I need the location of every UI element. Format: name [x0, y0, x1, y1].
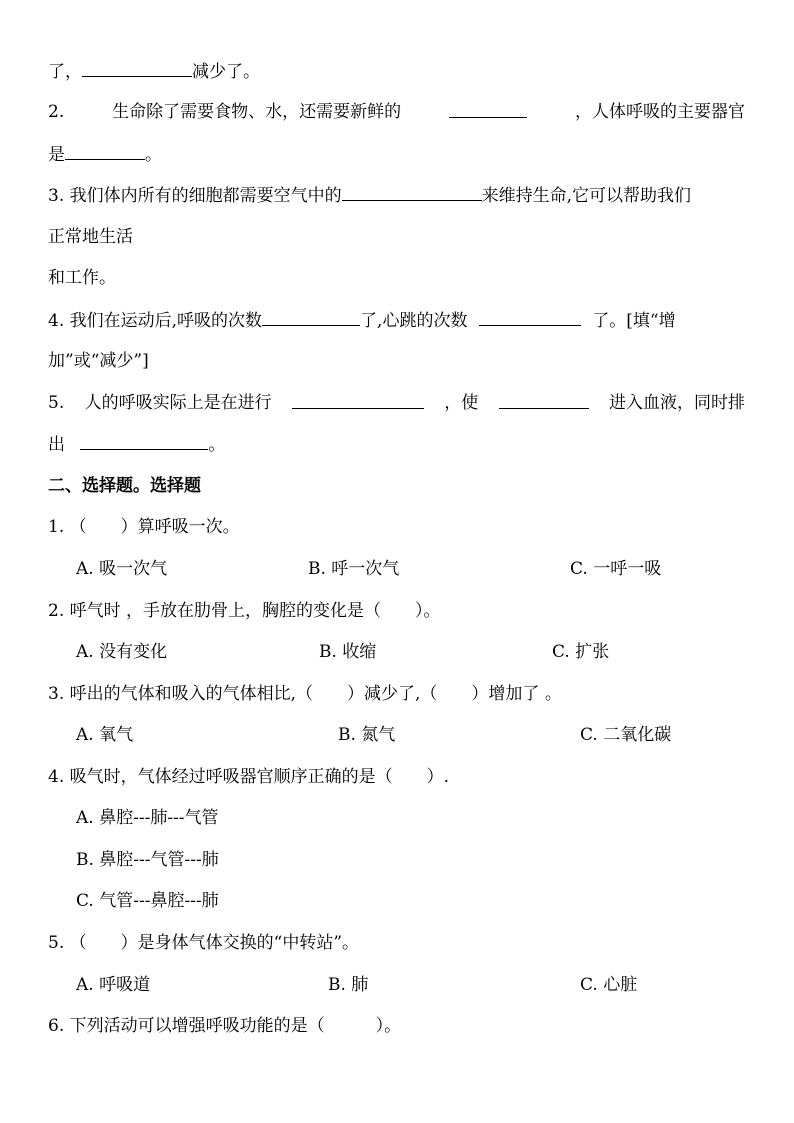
choice-q3-option-c[interactable]: C. 二氧化碳 [580, 725, 672, 745]
question-number: 4. [48, 311, 65, 331]
choice-q1-stem: 1. （ ）算呼吸一次。 [48, 517, 240, 537]
choice-q1-option-a[interactable]: A. 吸一次气 [76, 559, 168, 579]
fill-q2-line1 [48, 101, 745, 123]
text: 我们体内所有的细胞都需要空气中的 [69, 186, 342, 206]
answer-blank[interactable] [262, 309, 360, 326]
text: 。 [145, 145, 162, 165]
text: 生命除了需要食物、水，还需要新鲜的 [112, 102, 402, 122]
text: 了。[填“增 [592, 311, 676, 331]
text: 。 [208, 435, 226, 455]
choice-q5-option-b[interactable]: B. 肺 [328, 975, 369, 995]
fill-q4-line2 [48, 350, 149, 372]
text: 出 [48, 435, 65, 455]
text: 进入血液，同时排 [608, 393, 745, 413]
text: ，人体呼吸的主要器官 [575, 102, 745, 122]
choice-q6-stem: 6. 下列活动可以增强呼吸功能的是（ ）。 [48, 1016, 402, 1036]
fill-q3-line2 [48, 226, 133, 248]
question-number: 5. [48, 393, 65, 413]
section-title: 二、选择题。选择题 [48, 476, 201, 496]
answer-blank[interactable] [80, 433, 208, 450]
choice-q2-option-b[interactable]: B. 收缩 [319, 642, 377, 662]
answer-blank[interactable] [499, 392, 589, 409]
text: 我们在运动后,呼吸的次数 [69, 311, 263, 331]
choice-q4-stem: 4. 吸气时，气体经过呼吸器官顺序正确的是（ ）. [48, 767, 450, 787]
choice-q1-option-c[interactable]: C. 一呼一吸 [570, 559, 662, 579]
text: 了， [48, 62, 82, 82]
text: 是 [48, 145, 65, 165]
text: 人的呼吸实际上是在进行 [84, 393, 272, 413]
text: 和工作。 [48, 268, 116, 288]
text: 减少了。 [192, 62, 260, 82]
fill-q4-line1 [48, 309, 676, 332]
fill-q3-line1 [48, 184, 691, 207]
fill-q5-line2 [48, 433, 225, 456]
answer-blank[interactable] [65, 143, 145, 160]
choice-q2-option-a[interactable]: A. 没有变化 [76, 642, 168, 662]
text: 了,心跳的次数 [360, 311, 468, 331]
answer-blank[interactable] [82, 60, 192, 77]
answer-blank[interactable] [342, 184, 482, 201]
text: 加”或“减少”] [48, 351, 149, 371]
answer-blank[interactable] [479, 309, 581, 326]
text: 来维持生命,它可以帮助我们 [481, 186, 692, 206]
choice-q2-option-c[interactable]: C. 扩张 [552, 642, 610, 662]
choice-q4-option-b[interactable]: B. 鼻腔---气管---肺 [76, 850, 219, 870]
question-number: 3. [48, 186, 65, 206]
text: 正常地生活 [48, 227, 133, 247]
fill-q5-line1 [48, 392, 745, 414]
choice-q3-option-b[interactable]: B. 氮气 [338, 725, 396, 745]
text: ，使 [444, 393, 479, 413]
choice-q5-option-c[interactable]: C. 心脏 [580, 975, 638, 995]
answer-blank[interactable] [449, 101, 527, 118]
choice-q1-option-b[interactable]: B. 呼一次气 [308, 559, 400, 579]
choice-q5-stem: 5. （ ）是身体气体交换的“中转站”。 [48, 933, 360, 953]
choice-q5-option-a[interactable]: A. 呼吸道 [76, 975, 151, 995]
question-number: 2. [48, 102, 65, 122]
choice-q4-option-c[interactable]: C. 气管---鼻腔---肺 [76, 891, 219, 911]
fill-q0-end [48, 60, 260, 83]
fill-q2-line2 [48, 143, 162, 166]
fill-q3-line3 [48, 267, 116, 289]
choice-q2-stem: 2. 呼气时 ，手放在肋骨上，胸腔的变化是（ ）。 [48, 601, 441, 621]
choice-q3-stem: 3. 呼出的气体和吸入的气体相比,（ ）减少了,（ ）增加了 。 [48, 684, 562, 704]
choice-q3-option-a[interactable]: A. 氧气 [76, 725, 134, 745]
choice-q4-option-a[interactable]: A. 鼻腔---肺---气管 [76, 808, 219, 828]
answer-blank[interactable] [292, 392, 424, 409]
